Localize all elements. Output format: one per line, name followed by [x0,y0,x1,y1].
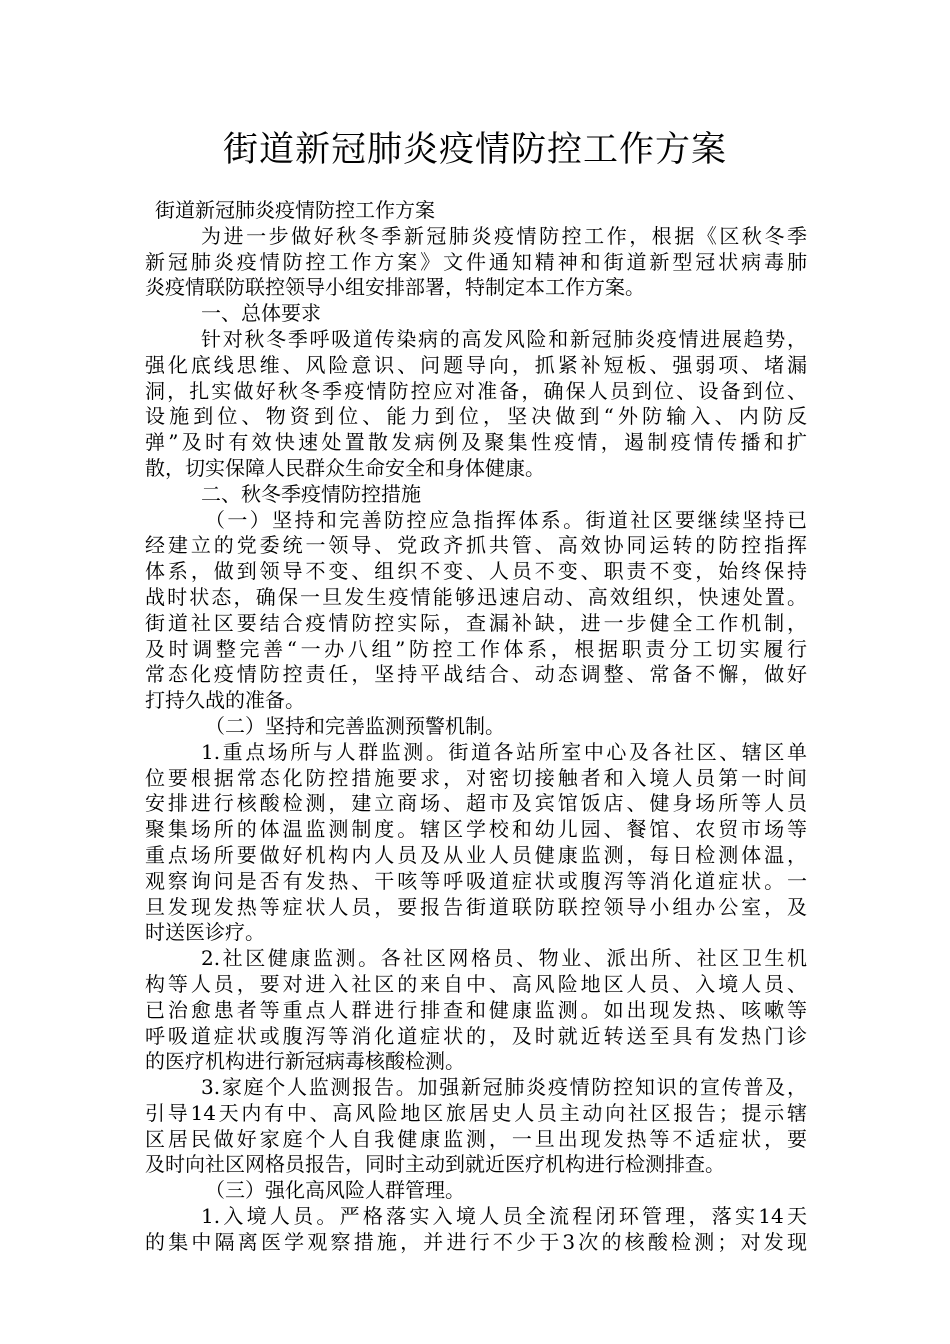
paragraph-line: 呼吸道症状或腹泻等消化道症状的，及时就近转送至具有发热门诊 [145,1023,807,1048]
paragraph-line: 重点场所要做好机构内人员及从业人员健康监测，每日检测体温， [145,842,807,867]
paragraph-line: 针对秋冬季呼吸道传染病的高发风险和新冠肺炎疫情进展趋势， [201,326,807,351]
paragraph-line: 观察询问是否有发热、干咳等呼吸道症状或腹泻等消化道症状。一 [145,868,807,893]
paragraph-line: 的集中隔离医学观察措施，并进行不少于3次的核酸检测；对发现 [145,1229,807,1254]
paragraph-line: 炎疫情联防联控领导小组安排部署，特制定本工作方案。 [145,275,645,300]
paragraph-line: 设施到位、物资到位、能力到位，坚决做到“外防输入、内防反 [145,404,807,429]
paragraph-line: 洞，扎实做好秋冬季疫情防控应对准备，确保人员到位、设备到位、 [145,378,807,403]
paragraph-line: 聚集场所的体温监测制度。辖区学校和幼儿园、餐馆、农贸市场等 [145,817,807,842]
paragraph-line: 为进一步做好秋冬季新冠肺炎疫情防控工作，根据《区秋冬季 [201,223,807,248]
section-heading: 二、秋冬季疫情防控措施 [201,481,421,506]
paragraph-line: 安排进行核酸检测，建立商场、超市及宾馆饭店、健身场所等人员 [145,791,807,816]
paragraph-line: 时送医诊疗。 [145,920,265,945]
paragraph-line: 体系，做到领导不变、组织不变、人员不变、职责不变，始终保持 [145,559,807,584]
paragraph-line: 旦发现发热等症状人员，要报告街道联防联控领导小组办公室，及 [145,894,807,919]
paragraph-line: 经建立的党委统一领导、党政齐抓共管、高效协同运转的防控指挥 [145,533,807,558]
paragraph-line: 构等人员，要对进入社区的来自中、高风险地区人员、入境人员、 [145,971,807,996]
subsection-heading: （二）坚持和完善监测预警机制。 [205,713,505,738]
paragraph-line: 3.家庭个人监测报告。加强新冠肺炎疫情防控知识的宣传普及， [201,1075,807,1100]
paragraph-line: 街道社区要结合疫情防控实际，查漏补缺，进一步健全工作机制， [145,610,807,635]
subsection-heading: （三）强化高风险人群管理。 [205,1178,465,1203]
paragraph-line: 常态化疫情防控责任，坚持平战结合、动态调整、常备不懈，做好 [145,662,807,687]
paragraph-line: 打持久战的准备。 [145,688,305,713]
paragraph-line: 及时向社区网格员报告，同时主动到就近医疗机构进行检测排查。 [145,1152,725,1177]
paragraph-line: 及时调整完善“一办八组”防控工作体系，根据职责分工切实履行 [145,636,807,661]
paragraph-line: 1.入境人员。严格落实入境人员全流程闭环管理，落实14天 [201,1204,807,1229]
paragraph-line: 战时状态，确保一旦发生疫情能够迅速启动、高效组织，快速处置。 [145,584,807,609]
document-title: 街道新冠肺炎疫情防控工作方案 [222,130,727,170]
paragraph-line: 区居民做好家庭个人自我健康监测，一旦出现发热等不适症状，要 [145,1126,807,1151]
paragraph-line: 强化底线思维、风险意识、问题导向，抓紧补短板、强弱项、堵漏 [145,352,807,377]
paragraph-line: 引导14天内有中、高风险地区旅居史人员主动向社区报告；提示辖 [145,1100,807,1125]
paragraph-line: 1.重点场所与人群监测。街道各站所室中心及各社区、辖区单 [201,739,807,764]
paragraph-line: 已治愈患者等重点人群进行排查和健康监测。如出现发热、咳嗽等 [145,997,807,1022]
paragraph-line: 位要根据常态化防控措施要求，对密切接触者和入境人员第一时间 [145,765,807,790]
section-heading: 一、总体要求 [201,301,321,326]
paragraph-line: （一）坚持和完善防控应急指挥体系。街道社区要继续坚持已 [205,507,807,532]
document-body [145,198,807,1256]
subtitle-line: 街道新冠肺炎疫情防控工作方案 [155,198,435,222]
paragraph-line: 弹”及时有效快速处置散发病例及聚集性疫情，遏制疫情传播和扩 [145,430,807,455]
paragraph-line: 新冠肺炎疫情防控工作方案》文件通知精神和街道新型冠状病毒肺 [145,249,807,274]
paragraph-line: 2.社区健康监测。各社区网格员、物业、派出所、社区卫生机 [201,946,807,971]
paragraph-line: 散，切实保障人民群众生命安全和身体健康。 [145,455,545,480]
paragraph-line: 的医疗机构进行新冠病毒核酸检测。 [145,1049,465,1074]
